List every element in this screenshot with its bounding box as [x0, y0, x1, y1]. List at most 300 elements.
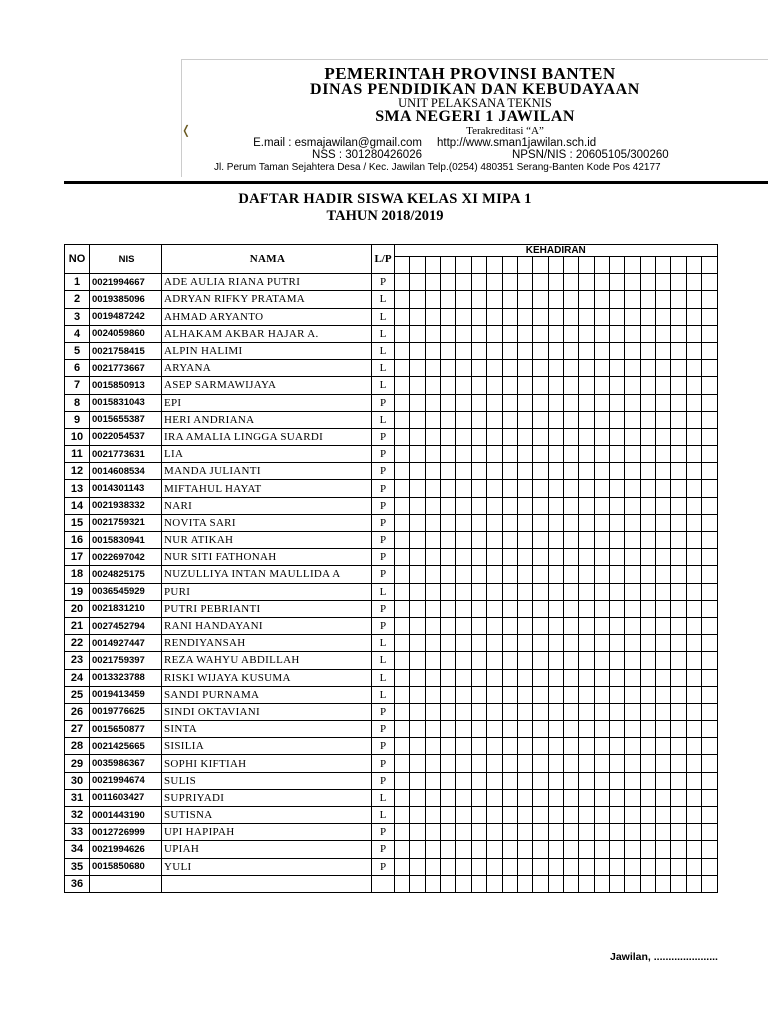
- attendance-cell: [686, 532, 701, 549]
- table-row: [65, 635, 718, 652]
- attendance-cell: [656, 772, 671, 789]
- row-nama: UPIAH: [162, 841, 372, 858]
- attendance-cell: [425, 308, 440, 325]
- row-lp: P: [372, 532, 395, 549]
- attendance-cell: [456, 721, 471, 738]
- attendance-cell: [594, 274, 609, 291]
- attendance-cell: [594, 841, 609, 858]
- attendance-cell: [625, 394, 640, 411]
- row-no: 28: [65, 738, 90, 755]
- attendance-cell: [487, 446, 502, 463]
- attendance-cell: [533, 686, 548, 703]
- row-nama: YULI: [162, 858, 372, 875]
- attendance-cell: [563, 824, 578, 841]
- attendance-cell: [625, 428, 640, 445]
- attendance-cell: [548, 291, 563, 308]
- attendance-cell: [410, 463, 425, 480]
- attendance-cell: [610, 446, 625, 463]
- attendance-cell: [487, 635, 502, 652]
- attendance-cell: [563, 652, 578, 669]
- attendance-cell: [487, 514, 502, 531]
- attendance-cell: [410, 841, 425, 858]
- attendance-cell: [686, 738, 701, 755]
- letterhead-government: PEMERINTAH PROVINSI BANTEN: [324, 64, 616, 83]
- row-lp: P: [372, 703, 395, 720]
- attendance-cell: [671, 789, 686, 806]
- attendance-cell: [517, 583, 532, 600]
- attendance-cell: [563, 377, 578, 394]
- attendance-cell: [563, 360, 578, 377]
- attendance-cell: [533, 446, 548, 463]
- attendance-cell: [625, 635, 640, 652]
- attendance-cell: [702, 703, 717, 720]
- attendance-cell: [395, 807, 410, 824]
- attendance-cell: [471, 617, 486, 634]
- attendance-cell: [517, 514, 532, 531]
- attendance-cell: [594, 600, 609, 617]
- attendance-cell: [517, 549, 532, 566]
- row-nis: 0014608534: [90, 463, 162, 480]
- attendance-cell: [395, 755, 410, 772]
- row-lp: L: [372, 807, 395, 824]
- attendance-cell: [410, 669, 425, 686]
- attendance-cell: [640, 325, 655, 342]
- attendance-cell: [425, 858, 440, 875]
- row-nis: 0015655387: [90, 411, 162, 428]
- attendance-cell: [656, 824, 671, 841]
- attendance-cell: [656, 686, 671, 703]
- attendance-cell: [702, 721, 717, 738]
- attendance-day-header: [517, 257, 532, 274]
- attendance-cell: [563, 463, 578, 480]
- attendance-cell: [640, 274, 655, 291]
- row-nama: LIA: [162, 446, 372, 463]
- attendance-cell: [702, 480, 717, 497]
- attendance-cell: [640, 738, 655, 755]
- attendance-cell: [425, 583, 440, 600]
- attendance-cell: [533, 807, 548, 824]
- attendance-cell: [533, 411, 548, 428]
- attendance-cell: [686, 858, 701, 875]
- table-row: [65, 721, 718, 738]
- attendance-cell: [594, 325, 609, 342]
- attendance-cell: [610, 721, 625, 738]
- attendance-cell: [395, 291, 410, 308]
- attendance-cell: [456, 669, 471, 686]
- row-lp: P: [372, 446, 395, 463]
- attendance-cell: [517, 669, 532, 686]
- attendance-cell: [410, 738, 425, 755]
- attendance-cell: [502, 858, 517, 875]
- attendance-cell: [671, 514, 686, 531]
- attendance-cell: [548, 841, 563, 858]
- attendance-cell: [594, 738, 609, 755]
- attendance-cell: [656, 360, 671, 377]
- attendance-cell: [625, 669, 640, 686]
- table-row: [65, 291, 718, 308]
- attendance-cell: [410, 652, 425, 669]
- attendance-cell: [471, 755, 486, 772]
- attendance-cell: [456, 824, 471, 841]
- attendance-cell: [471, 652, 486, 669]
- attendance-cell: [502, 755, 517, 772]
- attendance-cell: [548, 755, 563, 772]
- row-nis: 0022697042: [90, 549, 162, 566]
- attendance-cell: [563, 291, 578, 308]
- attendance-cell: [686, 274, 701, 291]
- attendance-cell: [548, 635, 563, 652]
- attendance-cell: [533, 600, 548, 617]
- row-no: 33: [65, 824, 90, 841]
- row-nis: 0021773667: [90, 360, 162, 377]
- attendance-cell: [671, 480, 686, 497]
- attendance-cell: [441, 411, 456, 428]
- attendance-cell: [441, 686, 456, 703]
- table-row: [65, 789, 718, 806]
- attendance-cell: [702, 497, 717, 514]
- row-nama: UPI HAPIPAH: [162, 824, 372, 841]
- attendance-cell: [410, 480, 425, 497]
- col-header-no: NO: [65, 245, 90, 274]
- attendance-cell: [517, 377, 532, 394]
- table-row: [65, 600, 718, 617]
- attendance-cell: [502, 738, 517, 755]
- attendance-cell: [594, 583, 609, 600]
- attendance-cell: [425, 824, 440, 841]
- attendance-cell: [656, 721, 671, 738]
- attendance-cell: [671, 635, 686, 652]
- attendance-cell: [563, 428, 578, 445]
- row-nama: NUR ATIKAH: [162, 532, 372, 549]
- attendance-cell: [702, 532, 717, 549]
- attendance-cell: [548, 325, 563, 342]
- row-lp: P: [372, 480, 395, 497]
- attendance-cell: [471, 669, 486, 686]
- attendance-cell: [533, 549, 548, 566]
- attendance-cell: [456, 480, 471, 497]
- attendance-day-header: [471, 257, 486, 274]
- attendance-cell: [441, 635, 456, 652]
- attendance-cell: [410, 342, 425, 359]
- attendance-cell: [395, 463, 410, 480]
- attendance-cell: [640, 428, 655, 445]
- attendance-cell: [487, 617, 502, 634]
- attendance-cell: [425, 789, 440, 806]
- attendance-cell: [395, 274, 410, 291]
- signature-place-date: Jawilan, ......................: [610, 951, 718, 963]
- attendance-cell: [579, 686, 594, 703]
- row-nis: 0019413459: [90, 686, 162, 703]
- attendance-cell: [502, 617, 517, 634]
- attendance-cell: [533, 325, 548, 342]
- attendance-cell: [410, 446, 425, 463]
- attendance-cell: [548, 411, 563, 428]
- attendance-cell: [410, 291, 425, 308]
- attendance-cell: [441, 875, 456, 892]
- attendance-cell: [441, 497, 456, 514]
- row-nis: 0021425665: [90, 738, 162, 755]
- attendance-cell: [533, 428, 548, 445]
- attendance-cell: [686, 686, 701, 703]
- row-nis: 0024825175: [90, 566, 162, 583]
- attendance-cell: [594, 394, 609, 411]
- attendance-cell: [471, 686, 486, 703]
- attendance-cell: [610, 514, 625, 531]
- attendance-cell: [610, 875, 625, 892]
- attendance-cell: [471, 514, 486, 531]
- document-title: DAFTAR HADIR SISWA KELAS XI MIPA 1: [238, 191, 532, 207]
- attendance-cell: [441, 755, 456, 772]
- attendance-cell: [517, 566, 532, 583]
- row-nama: SINDI OKTAVIANI: [162, 703, 372, 720]
- attendance-cell: [517, 308, 532, 325]
- row-nis: 0015850913: [90, 377, 162, 394]
- attendance-cell: [702, 274, 717, 291]
- attendance-cell: [563, 738, 578, 755]
- attendance-cell: [425, 703, 440, 720]
- row-nis: 0024059860: [90, 325, 162, 342]
- attendance-cell: [610, 617, 625, 634]
- row-lp: L: [372, 652, 395, 669]
- attendance-cell: [671, 360, 686, 377]
- attendance-cell: [625, 446, 640, 463]
- attendance-cell: [487, 841, 502, 858]
- attendance-cell: [410, 635, 425, 652]
- attendance-cell: [395, 377, 410, 394]
- attendance-cell: [686, 824, 701, 841]
- attendance-cell: [548, 703, 563, 720]
- attendance-cell: [702, 617, 717, 634]
- attendance-cell: [594, 652, 609, 669]
- attendance-cell: [456, 308, 471, 325]
- row-no: 14: [65, 497, 90, 514]
- attendance-cell: [548, 428, 563, 445]
- attendance-cell: [702, 772, 717, 789]
- attendance-cell: [471, 325, 486, 342]
- attendance-cell: [563, 446, 578, 463]
- attendance-cell: [533, 703, 548, 720]
- attendance-cell: [441, 480, 456, 497]
- attendance-cell: [548, 858, 563, 875]
- attendance-cell: [533, 583, 548, 600]
- attendance-cell: [487, 480, 502, 497]
- table-row: [65, 669, 718, 686]
- attendance-cell: [533, 841, 548, 858]
- attendance-cell: [441, 514, 456, 531]
- attendance-cell: [425, 360, 440, 377]
- attendance-cell: [656, 566, 671, 583]
- attendance-cell: [656, 738, 671, 755]
- attendance-cell: [548, 497, 563, 514]
- attendance-cell: [610, 274, 625, 291]
- row-no: 7: [65, 377, 90, 394]
- attendance-cell: [671, 755, 686, 772]
- attendance-cell: [410, 600, 425, 617]
- attendance-cell: [471, 635, 486, 652]
- attendance-cell: [441, 394, 456, 411]
- attendance-cell: [425, 394, 440, 411]
- attendance-cell: [425, 463, 440, 480]
- attendance-cell: [456, 411, 471, 428]
- attendance-cell: [456, 583, 471, 600]
- attendance-cell: [410, 875, 425, 892]
- attendance-cell: [441, 772, 456, 789]
- attendance-cell: [671, 291, 686, 308]
- attendance-cell: [471, 549, 486, 566]
- attendance-cell: [656, 308, 671, 325]
- attendance-cell: [579, 411, 594, 428]
- attendance-cell: [410, 789, 425, 806]
- attendance-cell: [671, 497, 686, 514]
- attendance-cell: [487, 274, 502, 291]
- table-row: [65, 807, 718, 824]
- attendance-cell: [563, 394, 578, 411]
- table-row: [65, 875, 718, 892]
- row-lp: L: [372, 360, 395, 377]
- attendance-cell: [671, 772, 686, 789]
- attendance-cell: [594, 566, 609, 583]
- attendance-cell: [625, 411, 640, 428]
- attendance-cell: [563, 411, 578, 428]
- attendance-cell: [471, 858, 486, 875]
- attendance-cell: [640, 549, 655, 566]
- attendance-cell: [456, 841, 471, 858]
- attendance-cell: [456, 738, 471, 755]
- attendance-cell: [425, 652, 440, 669]
- table-row: [65, 858, 718, 875]
- attendance-cell: [395, 617, 410, 634]
- attendance-cell: [502, 807, 517, 824]
- attendance-cell: [702, 583, 717, 600]
- attendance-cell: [548, 394, 563, 411]
- attendance-cell: [579, 514, 594, 531]
- attendance-cell: [487, 738, 502, 755]
- table-row: [65, 738, 718, 755]
- attendance-cell: [625, 342, 640, 359]
- attendance-cell: [410, 721, 425, 738]
- row-nama: AHMAD ARYANTO: [162, 308, 372, 325]
- attendance-cell: [625, 274, 640, 291]
- row-nis: 0021994667: [90, 274, 162, 291]
- attendance-cell: [471, 703, 486, 720]
- attendance-cell: [548, 532, 563, 549]
- attendance-cell: [656, 446, 671, 463]
- attendance-cell: [548, 669, 563, 686]
- attendance-cell: [625, 549, 640, 566]
- attendance-cell: [656, 342, 671, 359]
- attendance-cell: [579, 446, 594, 463]
- row-lp: L: [372, 291, 395, 308]
- attendance-cell: [610, 394, 625, 411]
- attendance-cell: [548, 342, 563, 359]
- row-nama: RISKI WIJAYA KUSUMA: [162, 669, 372, 686]
- attendance-cell: [487, 686, 502, 703]
- attendance-cell: [502, 824, 517, 841]
- attendance-cell: [594, 497, 609, 514]
- attendance-cell: [548, 583, 563, 600]
- row-lp: L: [372, 308, 395, 325]
- attendance-cell: [487, 721, 502, 738]
- attendance-cell: [579, 428, 594, 445]
- row-lp: L: [372, 325, 395, 342]
- attendance-cell: [533, 721, 548, 738]
- row-lp: P: [372, 738, 395, 755]
- attendance-cell: [579, 652, 594, 669]
- attendance-cell: [548, 514, 563, 531]
- attendance-cell: [548, 360, 563, 377]
- attendance-cell: [533, 772, 548, 789]
- attendance-cell: [625, 789, 640, 806]
- row-no: 32: [65, 807, 90, 824]
- row-no: 5: [65, 342, 90, 359]
- attendance-cell: [610, 824, 625, 841]
- attendance-cell: [579, 583, 594, 600]
- attendance-cell: [533, 274, 548, 291]
- attendance-cell: [471, 428, 486, 445]
- attendance-cell: [395, 600, 410, 617]
- attendance-cell: [548, 652, 563, 669]
- attendance-cell: [456, 497, 471, 514]
- attendance-cell: [640, 789, 655, 806]
- attendance-cell: [471, 308, 486, 325]
- attendance-cell: [656, 274, 671, 291]
- row-nis: 0022054537: [90, 428, 162, 445]
- letterhead-address: Jl. Perum Taman Sejahtera Desa / Kec. Jawilan Telp.(0254) 480351 Serang-Banten Kode Pos 42177: [214, 162, 661, 173]
- row-no: 26: [65, 703, 90, 720]
- row-nama: SULIS: [162, 772, 372, 789]
- attendance-cell: [441, 360, 456, 377]
- row-nama: PURI: [162, 583, 372, 600]
- attendance-cell: [656, 807, 671, 824]
- attendance-cell: [456, 532, 471, 549]
- attendance-cell: [425, 411, 440, 428]
- attendance-cell: [579, 549, 594, 566]
- attendance-cell: [502, 635, 517, 652]
- attendance-cell: [410, 755, 425, 772]
- attendance-cell: [671, 342, 686, 359]
- attendance-day-header: [410, 257, 425, 274]
- attendance-cell: [410, 360, 425, 377]
- row-nama: EPI: [162, 394, 372, 411]
- attendance-cell: [686, 669, 701, 686]
- attendance-cell: [533, 308, 548, 325]
- attendance-cell: [686, 635, 701, 652]
- attendance-cell: [656, 291, 671, 308]
- attendance-cell: [487, 497, 502, 514]
- attendance-cell: [395, 824, 410, 841]
- attendance-cell: [502, 532, 517, 549]
- attendance-cell: [625, 617, 640, 634]
- attendance-cell: [610, 772, 625, 789]
- table-row: [65, 428, 718, 445]
- attendance-cell: [487, 583, 502, 600]
- attendance-cell: [456, 377, 471, 394]
- attendance-cell: [671, 428, 686, 445]
- attendance-cell: [533, 497, 548, 514]
- attendance-cell: [456, 446, 471, 463]
- attendance-cell: [456, 755, 471, 772]
- attendance-cell: [640, 514, 655, 531]
- attendance-cell: [487, 875, 502, 892]
- attendance-cell: [456, 772, 471, 789]
- col-header-lp: L/P: [372, 245, 395, 274]
- attendance-cell: [563, 755, 578, 772]
- attendance-day-header: [625, 257, 640, 274]
- row-nis: 0015830941: [90, 532, 162, 549]
- attendance-cell: [579, 274, 594, 291]
- attendance-cell: [441, 325, 456, 342]
- attendance-cell: [456, 600, 471, 617]
